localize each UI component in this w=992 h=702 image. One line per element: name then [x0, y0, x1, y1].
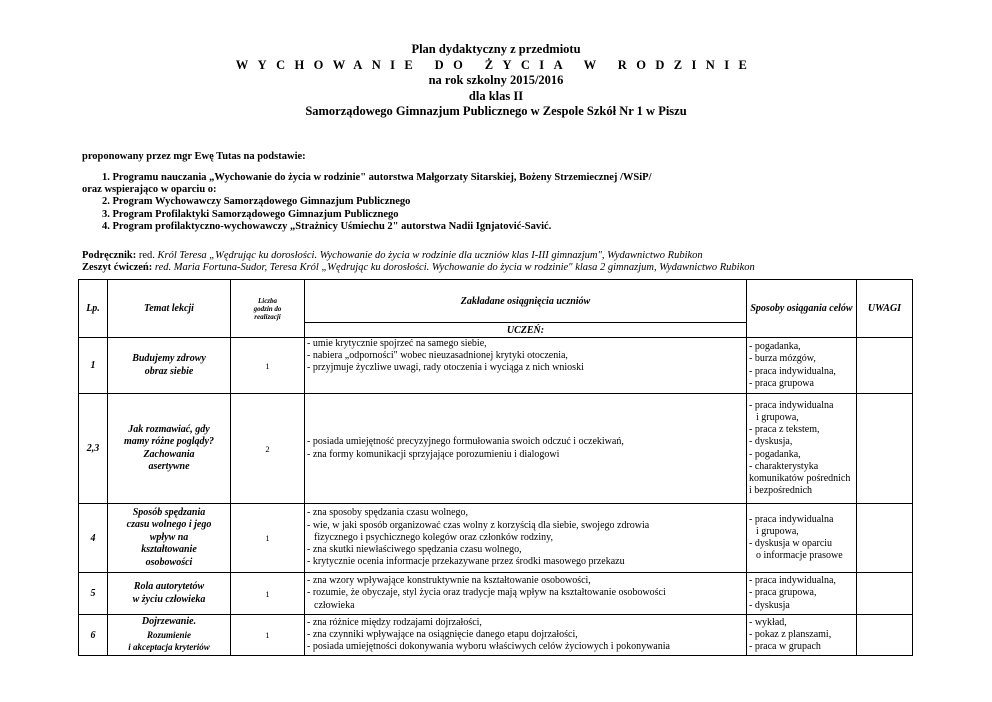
- topic-line: mamy różne poglądy?: [124, 436, 214, 447]
- outcome-item: człowieka: [314, 599, 355, 611]
- basis-item-4: 4. Program profilaktyczno-wychowawczy „Strażnicy Uśmiechu 2" autorstwa Nadii Ignjatović-Savić.: [102, 221, 552, 232]
- row-topic: [108, 394, 231, 504]
- row-notes: [857, 573, 913, 615]
- method-item: - pogadanka,: [749, 341, 801, 353]
- topic-line: Dojrzewanie.: [141, 616, 197, 628]
- row-methods: [747, 394, 857, 504]
- row-hours: 1: [231, 615, 305, 656]
- topic-line: Sposób spędzania: [132, 506, 206, 518]
- row-lp: 1: [79, 338, 108, 394]
- header-methods: Sposoby osiągania celów: [747, 280, 857, 338]
- method-item: - praca indywidualna,: [749, 365, 836, 377]
- header-outcomes: Zakładane osiągnięcia uczniów: [305, 280, 747, 323]
- class-level: dla klas II: [468, 88, 524, 103]
- row-outcomes: [305, 394, 747, 504]
- topic-line: Rozumienie: [146, 629, 191, 640]
- topic-line: i akceptacja kryteriów: [128, 642, 210, 653]
- topic-line: Zachowania: [143, 448, 195, 460]
- topic-line: Rola autorytetów: [133, 581, 205, 592]
- row-topic: [108, 573, 231, 615]
- textbook-red: red.: [136, 250, 158, 261]
- outcome-item: - umie krytycznie spojrzeć na samego siebie,: [307, 338, 487, 349]
- workbook-label: Zeszyt ćwiczeń:: [82, 262, 153, 273]
- method-item: - burza mózgów,: [749, 353, 816, 365]
- textbook-text: Król Teresa „Wędrując ku dorosłości. Wychowanie do życia w rodzinie dla uczniów klas I-III gimnazjum", Wydawnictwo Rubikon: [157, 250, 703, 261]
- method-item: komunikatów pośrednich: [749, 472, 851, 484]
- outcome-item: - zna wzory wpływające konstruktywnie na kształtowanie osobowości,: [307, 575, 591, 587]
- outcome-item: - zna formy komunikacji sprzyjające porozumieniu i dialogowi: [307, 448, 560, 460]
- method-item: - praca grupowa: [749, 377, 814, 389]
- table-row: [79, 338, 913, 394]
- table-row: [79, 573, 913, 615]
- method-item: i grupowa,: [756, 411, 799, 423]
- header-lp: Lp.: [79, 280, 108, 338]
- row-lp: 5: [79, 573, 108, 615]
- textbook-label: Podręcznik:: [82, 250, 137, 261]
- school-year: na rok szkolny 2015/2016: [428, 73, 564, 87]
- method-item: - charakterystyka: [749, 460, 819, 472]
- header-hours-line: Liczba: [257, 296, 278, 305]
- topic-line: Jak rozmawiać, gdy: [128, 423, 210, 435]
- topic-line: obraz siebie: [144, 365, 194, 377]
- outcome-item: - posiada umiejętności dokonywania wyboru właściwych celów życiowych i pokonywania: [307, 641, 670, 653]
- row-topic: [108, 615, 231, 656]
- workbook-text: red. Maria Fortuna-Sudor, Teresa Król „Wędrując ku dorosłości. Wychowanie do życia w rodzinie" klasa 2 gimnazjum, Wydawnictwo Rubikon: [152, 262, 755, 273]
- method-item: - praca z tekstem,: [749, 424, 820, 436]
- topic-line: kształtowanie: [141, 544, 197, 556]
- outcome-item: - zna różnice między rodzajami dojrzałości,: [307, 616, 482, 628]
- row-outcomes: [305, 573, 747, 615]
- topic-line: asertywne: [148, 461, 190, 472]
- row-lp: 4: [79, 504, 108, 573]
- lesson-plan-table: [78, 279, 913, 656]
- method-item: - praca indywidualna: [749, 399, 834, 411]
- topic-line: wpływ na: [149, 531, 189, 543]
- method-item: - pokaz z planszami,: [749, 628, 832, 640]
- basis-item-3: 3. Program Profilaktyki Samorządowego Gimnazjum Publicznego: [102, 209, 399, 220]
- row-methods: [747, 573, 857, 615]
- row-notes: [857, 394, 913, 504]
- row-notes: [857, 504, 913, 573]
- method-item: - praca grupowa,: [749, 587, 817, 599]
- method-item: o informacje prasowe: [756, 550, 843, 562]
- outcome-item: - posiada umiejętność precyzyjnego formułowania swoich odczuć i oczekiwań,: [307, 436, 624, 448]
- basis-item-1: 1. Programu nauczania „Wychowanie do życia w rodzinie" autorstwa Małgorzaty Sitarskiej, Bożeny Strzemiecznej /WSiP/: [102, 172, 652, 183]
- method-item: - praca indywidualna,: [749, 575, 836, 587]
- outcome-item: - zna skutki niewłaściwego spędzania czasu wolnego,: [307, 544, 522, 556]
- outcome-item: - nabiera „odporności" wobec nieuzasadnionej krytyki otoczenia,: [307, 350, 568, 362]
- table-row: [79, 615, 913, 656]
- method-item: - wykład,: [749, 616, 787, 628]
- row-notes: [857, 338, 913, 394]
- row-methods: [747, 504, 857, 573]
- method-item: - pogadanka,: [749, 448, 801, 460]
- subject-name: WYCHOWANIE DO ŻYCIA W RODZINIE: [235, 57, 757, 72]
- table-row: [79, 504, 913, 573]
- document-title: [0, 42, 992, 120]
- outcome-item: - krytycznie ocenia informacje przekazywane przez środki masowego przekazu: [307, 556, 625, 568]
- topic-line: w życiu człowieka: [132, 593, 206, 605]
- basis-support-text: oraz wspierająco w oparciu o:: [82, 184, 217, 195]
- row-lp: 2,3: [79, 394, 108, 504]
- textbook-line: [82, 250, 703, 263]
- row-hours: 1: [231, 504, 305, 573]
- row-topic: [108, 504, 231, 573]
- row-lp: 6: [79, 615, 108, 656]
- row-methods: [747, 615, 857, 656]
- row-hours: 1: [231, 573, 305, 615]
- method-item: - dyskusja w oparciu: [749, 538, 833, 549]
- outcome-item: - zna sposoby spędzania czasu wolnego,: [307, 507, 469, 519]
- row-outcomes: [305, 615, 747, 656]
- topic-line: osobowości: [145, 556, 193, 568]
- row-methods: [747, 338, 857, 394]
- row-outcomes: [305, 504, 747, 573]
- row-hours: 2: [231, 394, 305, 504]
- row-topic: [108, 338, 231, 394]
- outcome-item: - wie, w jaki sposób organizować czas wolny z korzyścią dla siebie, swojego zdrowia: [307, 519, 650, 531]
- row-notes: [857, 615, 913, 656]
- method-item: i grupowa,: [756, 525, 799, 537]
- workbook-line: [82, 262, 755, 275]
- header-hours-line: godzin do: [253, 304, 282, 313]
- method-item: - praca w grupach: [749, 641, 821, 653]
- method-item: - dyskusja: [749, 599, 790, 611]
- outcome-item: - rozumie, że obyczaje, styl życia oraz tradycje mają wpływ na kształtowanie osobowości: [307, 587, 666, 599]
- outcome-item: fizycznego i psychicznego kolegów oraz członków rodziny,: [314, 531, 553, 543]
- outcome-item: - przyjmuje życzliwe uwagi, rady otoczenia i wyciąga z nich wnioski: [307, 362, 584, 374]
- basis-item-2: 2. Program Wychowawczy Samorządowego Gimnazjum Publicznego: [102, 196, 411, 207]
- row-outcomes: [305, 338, 747, 394]
- intro-text: proponowany przez mgr Ewę Tutas na podstawie:: [82, 151, 306, 162]
- outcome-item: - zna czynniki wpływające na osiągnięcie danego etapu dojrzałości,: [307, 628, 578, 640]
- header-hours: [231, 280, 305, 338]
- title-line-1: Plan dydaktyczny z przedmiotu: [411, 42, 581, 56]
- row-hours: 1: [231, 338, 305, 394]
- method-item: - dyskusja,: [749, 436, 793, 448]
- header-notes: UWAGI: [857, 280, 913, 338]
- header-topic: Temat lekcji: [108, 280, 231, 338]
- header-hours-line: realizacji: [254, 312, 281, 321]
- topic-line: czasu wolnego i jego: [126, 519, 212, 531]
- table-row: [79, 394, 913, 504]
- header-student: UCZEŃ:: [305, 323, 747, 338]
- method-item: - praca indywidualna: [749, 513, 834, 525]
- method-item: i bezpośrednich: [749, 485, 813, 497]
- topic-line: Budujemy zdrowy: [132, 353, 206, 364]
- school-name: Samorządowego Gimnazjum Publicznego w Zespole Szkół Nr 1 w Piszu: [305, 104, 687, 118]
